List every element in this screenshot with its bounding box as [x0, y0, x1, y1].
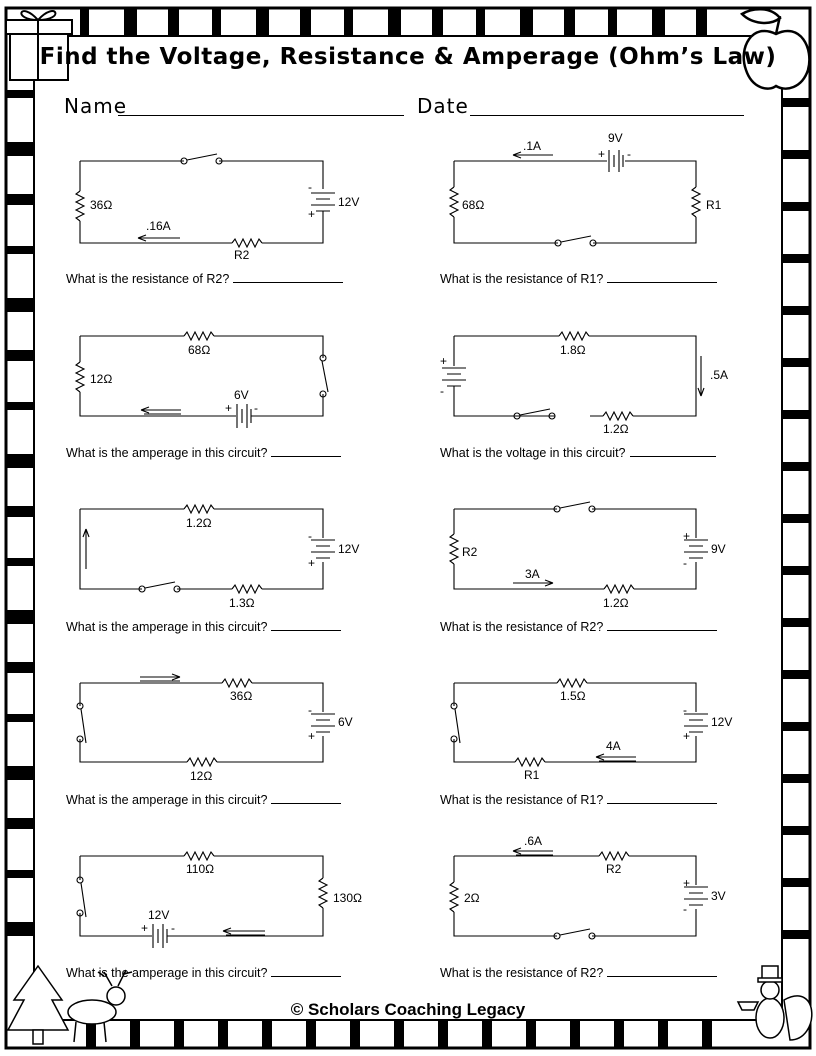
name-label: Name — [64, 94, 128, 118]
label: 1.2Ω — [186, 516, 212, 530]
answer-blank-4[interactable] — [630, 445, 716, 457]
label: 1.2Ω — [603, 422, 629, 436]
label: 12V — [338, 542, 360, 556]
label: - — [308, 703, 312, 717]
label: 12V — [148, 908, 170, 922]
answer-blank-3[interactable] — [271, 445, 341, 457]
label: .1A — [523, 139, 542, 153]
label: 12V — [338, 195, 360, 209]
question-10: What is the resistance of R2? — [440, 965, 717, 980]
answer-blank-10[interactable] — [607, 965, 717, 977]
circuit-4-labels — [440, 343, 728, 436]
label: .5A — [710, 368, 729, 382]
question-6: What is the resistance of R2? — [440, 619, 717, 634]
answer-blank-8[interactable] — [607, 792, 717, 804]
label: 68Ω — [188, 343, 211, 357]
circuit-6 — [450, 502, 708, 593]
label: 130Ω — [333, 891, 362, 905]
label: 9V — [711, 542, 726, 556]
label: 3V — [711, 889, 726, 903]
label: 1.5Ω — [560, 689, 586, 703]
label: - — [308, 180, 312, 194]
circuit-1 — [76, 154, 335, 247]
answer-blank-2[interactable] — [607, 271, 717, 283]
label: R1 — [706, 198, 722, 212]
label: - — [683, 902, 687, 916]
question-5: What is the amperage in this circuit? — [66, 619, 341, 634]
label: R2 — [606, 862, 622, 876]
circuit-7 — [77, 674, 335, 766]
circuit-8-labels — [524, 689, 732, 782]
label: 9V — [608, 131, 623, 145]
label: 12Ω — [190, 769, 213, 783]
answer-blank-6[interactable] — [607, 619, 717, 631]
label: 6V — [338, 715, 353, 729]
label: - — [308, 529, 312, 543]
label: - — [683, 703, 687, 717]
label: + — [308, 729, 316, 743]
label: 3A — [525, 567, 540, 581]
circuit-1-labels — [90, 180, 359, 262]
answer-blank-1[interactable] — [233, 271, 343, 283]
label: 12V — [711, 715, 733, 729]
label: 4A — [606, 739, 621, 753]
circuit-5-labels — [186, 516, 359, 610]
answer-blank-7[interactable] — [271, 792, 341, 804]
label: .16A — [146, 219, 171, 233]
label: 36Ω — [90, 198, 113, 212]
label: R2 — [462, 545, 478, 559]
label: + — [598, 147, 606, 161]
circuit-2-labels — [462, 131, 722, 212]
label: + — [683, 529, 691, 543]
label: .6A — [524, 834, 543, 848]
label: + — [308, 556, 316, 570]
question-4: What is the voltage in this circuit? — [440, 445, 716, 460]
label: 36Ω — [230, 689, 253, 703]
circuit-10 — [450, 848, 708, 939]
question-1: What is the resistance of R2? — [66, 271, 343, 286]
circuit-2 — [450, 150, 700, 246]
label: + — [141, 921, 149, 935]
label: 2Ω — [464, 891, 480, 905]
label: 68Ω — [462, 198, 485, 212]
label: - — [683, 556, 687, 570]
label: 6V — [234, 388, 249, 402]
label: 1.8Ω — [560, 343, 586, 357]
label: + — [683, 729, 691, 743]
question-7: What is the amperage in this circuit? — [66, 792, 341, 807]
label: 1.2Ω — [603, 596, 629, 610]
label: 110Ω — [186, 862, 215, 876]
answer-blank-9[interactable] — [271, 965, 341, 977]
question-9: What is the amperage in this circuit? — [66, 965, 341, 980]
label: - — [254, 401, 258, 415]
label: + — [225, 401, 233, 415]
question-2: What is the resistance of R1? — [440, 271, 717, 286]
label: - — [171, 921, 175, 935]
label: R1 — [524, 768, 540, 782]
question-3: What is the amperage in this circuit? — [66, 445, 341, 460]
answer-blank-5[interactable] — [271, 619, 341, 631]
label: + — [308, 207, 316, 221]
label: 1.3Ω — [229, 596, 255, 610]
circuit-3-labels — [90, 343, 258, 415]
page-title: Find the Voltage, Resistance & Amperage (Ohm’s Law) — [39, 44, 777, 70]
footer-copyright: © Scholars Coaching Legacy — [290, 1000, 526, 1019]
circuit-6-labels — [462, 529, 726, 610]
circuit-10-labels — [464, 834, 726, 916]
label: 12Ω — [90, 372, 113, 386]
label: + — [683, 876, 691, 890]
question-8: What is the resistance of R1? — [440, 792, 717, 807]
label: R2 — [234, 248, 250, 262]
circuit-7-labels — [190, 689, 353, 783]
circuit-9-labels — [141, 862, 362, 935]
label: + — [440, 354, 448, 368]
label: - — [440, 384, 444, 398]
label: - — [627, 147, 631, 161]
date-label: Date — [417, 94, 469, 118]
